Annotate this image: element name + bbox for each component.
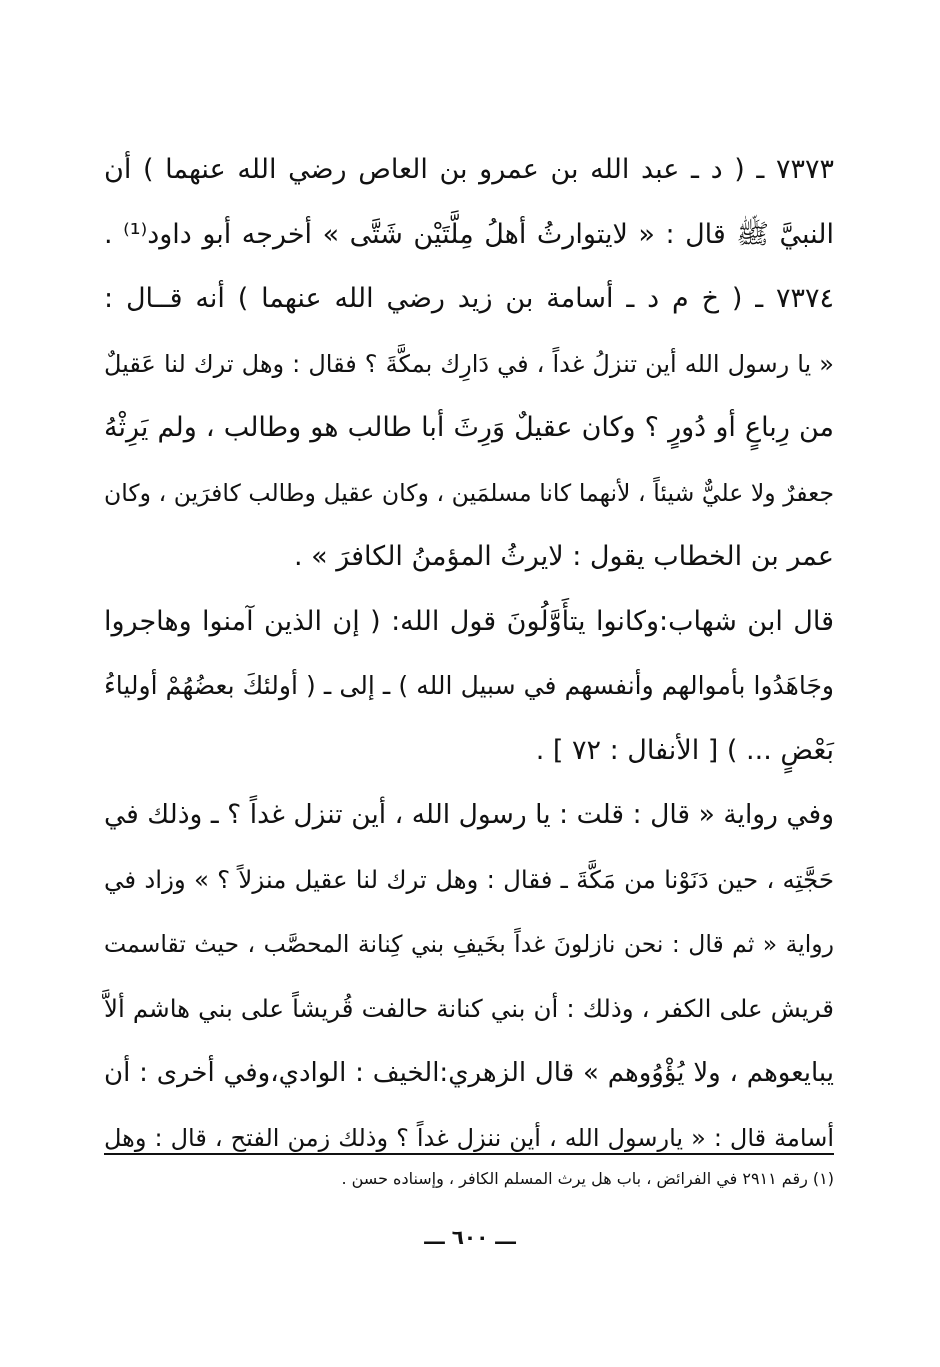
text-line-9: وجَاهَدُوا بأموالهم وأنفسهم في سبيل الله ) ـ إلى ـ ( أولئكَ بعضُهُمْ أولياءُ [104, 671, 834, 700]
text-line-1: ٧٣٧٣ ـ ( د ـ عبد الله بن عمرو بن العاص رضي الله عنهما ) أن [104, 154, 834, 185]
text-line-11: وفي رواية « قال : قلت : يا رسول الله ، أين تنزل غداً ؟ ـ وذلك في [104, 799, 834, 830]
main-text [104, 138, 834, 1170]
text-line-10: بَعْضٍ ... ) [ الأنفال : ٧٢ ] . [535, 734, 834, 766]
text-line-5: من رِباعٍ أو دُورٍ ؟ وكان عقيلٌ وَرِثَ أبا طالب هو وطالب ، ولم يَرِثْهُ [104, 412, 834, 443]
footnote-divider [104, 1153, 834, 1155]
text-line-15: يبايعوهم ، ولا يُؤْوُوهم » قال الزهري:الخيف : الوادي،وفي أخرى : أن [104, 1058, 834, 1088]
text-line-6: جعفرٌ ولا عليٌّ شيئاً ، لأنهما كانا مسلمَين ، وكان عقيل وطالب كافرَين ، وكان [104, 478, 834, 507]
text-line-16: أسامة قال : « يارسول الله ، أين ننزل غداً ؟ وذلك زمن الفتح ، قال : وهل [104, 1123, 834, 1152]
text-line-2: النبيَّ ﷺ قال : « لايتوارثُ أهلُ مِلَّتَيْن شَتَّى » أخرجه أبو داود⁽¹⁾ . [104, 218, 835, 250]
text-line-14: قريش على الكفر ، وذلك : أن بني كنانة حالفت قُريشاً على بني هاشم ألاَّ [104, 993, 834, 1023]
text-line-4: « يا رسول الله أين تنزلُ غداً ، في دَارِك بمكَّةَ ؟ فقال : وهل ترك لنا عَقيلٌ [104, 349, 834, 378]
text-line-3: ٧٣٧٤ ـ ( خ م د ـ أسامة بن زيد رضي الله عنهما ) أنه قــال : [104, 283, 834, 314]
text-line-8: قال ابن شهاب:وكانوا يتأَوَّلُونَ قول الله: ( إن الذين آمنوا وهاجروا [104, 605, 834, 637]
text-line-13: رواية « ثم قال : نحن نازلونَ غداً بخَيفِ بني كِنانة المحصَّب ، حيث تقاسمت [104, 930, 834, 958]
page-number: ـــ ٦٠٠ ـــ [424, 1225, 516, 1249]
footnote: (١) رقم ٢٩١١ في الفرائض ، باب هل يرث المسلم الكافر ، وإسناده حسن . [341, 1169, 834, 1188]
text-line-7: عمر بن الخطاب يقول : لايرثُ المؤمنُ الكافرَ » . [293, 541, 834, 572]
text-line-12: حَجَّتِه ، حين دَنَوْنا من مَكَّةَ ـ فقال : وهل ترك لنا عقيل منزلاً ؟ » وزاد في [104, 864, 834, 894]
